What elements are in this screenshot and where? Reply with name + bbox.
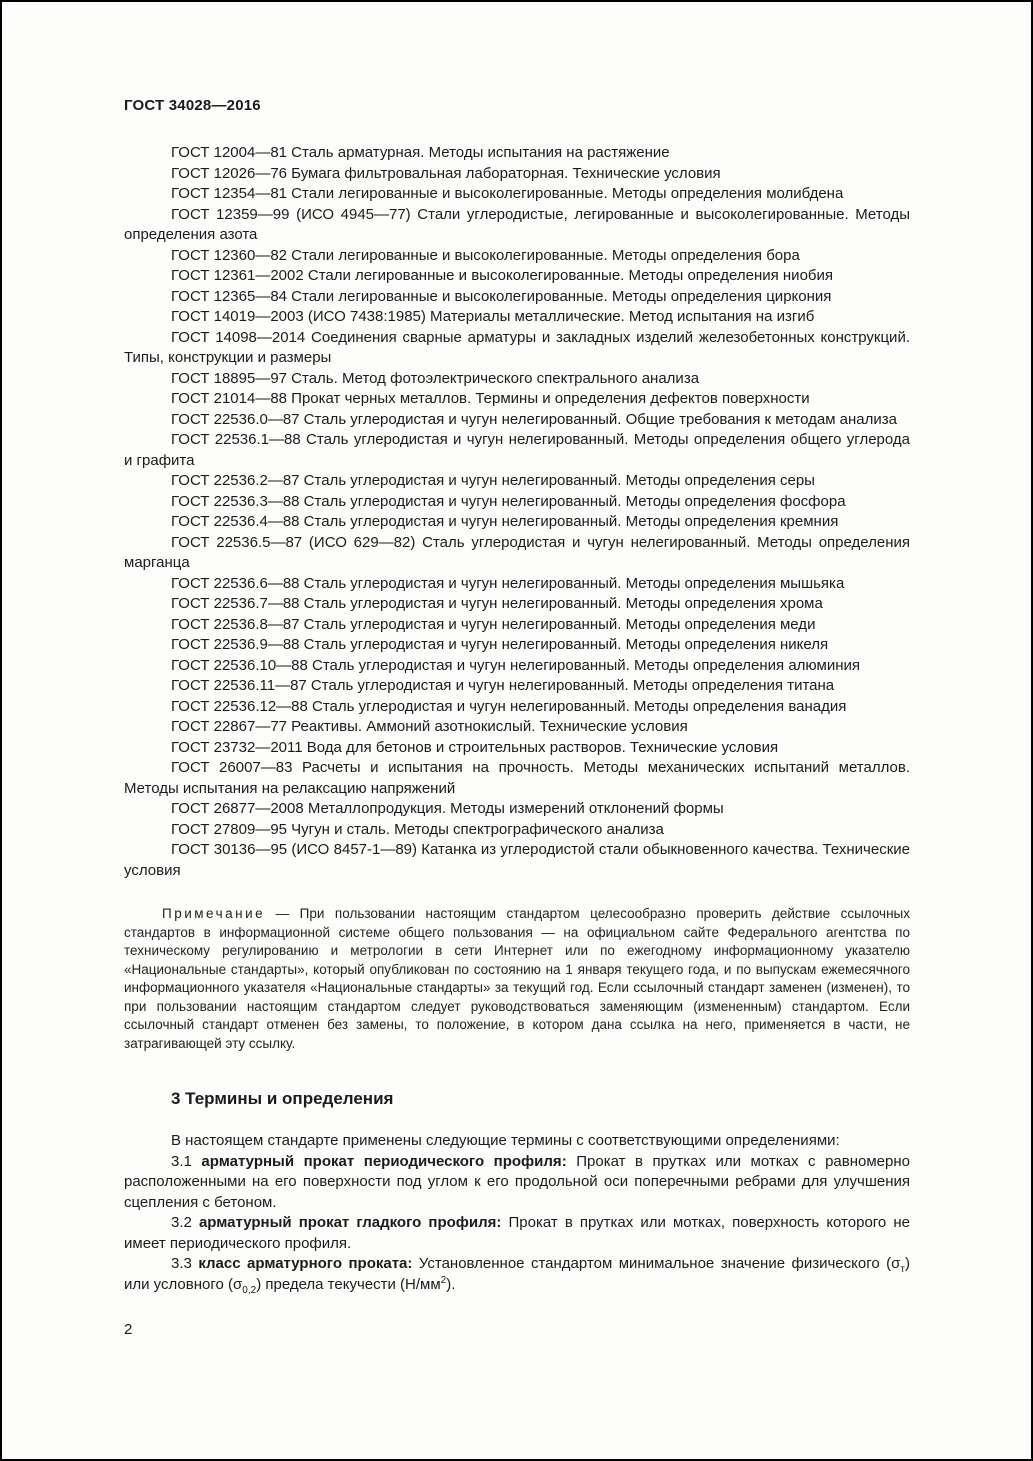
- reference-entry: ГОСТ 12354—81 Стали легированные и высоколегированные. Методы определения молибдена: [171, 185, 844, 202]
- reference-entry: ГОСТ 12360—82 Стали легированные и высоколегированные. Методы определения бора: [171, 246, 800, 264]
- note-block: [124, 905, 910, 1053]
- doc-code-header: ГОСТ 34028—2016: [124, 97, 261, 114]
- reference-entry: ГОСТ 22536.8—87 Сталь углеродистая и чугун нелегированный. Методы определения меди: [171, 615, 816, 633]
- section-intro: В настоящем стандарте применены следующие термины с соответствующими определениями:: [171, 1132, 840, 1149]
- reference-entry: ГОСТ 22536.0—87 Сталь углеродистая и чугун нелегированный. Общие требования к методам анализа: [171, 410, 897, 428]
- terms-list: [124, 1152, 910, 1296]
- reference-entry: ГОСТ 22536.6—88 Сталь углеродистая и чугун нелегированный. Методы определения мышьяка: [171, 574, 845, 592]
- reference-entry: ГОСТ 22536.3—88 Сталь углеродистая и чугун нелегированный. Методы определения фосфора: [171, 492, 846, 510]
- term-name: арматурный прокат гладкого профиля:: [198, 1214, 502, 1231]
- term-definition-segment: 0,2: [242, 1284, 257, 1296]
- references-list: [124, 143, 910, 881]
- reference-entry: ГОСТ 12365—84 Стали легированные и высоколегированные. Методы определения циркония: [171, 287, 832, 305]
- reference-entry: ГОСТ 22536.5—87 (ИСО 629—82) Сталь углеродистая и чугун нелегированный. Методы определения марганца: [124, 533, 910, 571]
- term-definition-segment: т: [900, 1264, 905, 1275]
- reference-entry: ГОСТ 22536.1—88 Сталь углеродистая и чугун нелегированный. Методы определения общего углерода и графита: [124, 431, 910, 469]
- term-definition-segment: Установленное стандартом минимальное значение физического (σ: [412, 1255, 901, 1272]
- term-definition-segment: 2: [440, 1274, 447, 1286]
- term-name: класс арматурного проката:: [198, 1255, 413, 1272]
- reference-entry: ГОСТ 12361—2002 Стали легированные и высоколегированные. Методы определения ниобия: [171, 267, 833, 284]
- term-definition-segment: ).: [446, 1275, 456, 1293]
- term-number: 3.1: [171, 1152, 202, 1170]
- term-definition-segment: Прокат в прутках или мотках, поверхность которого не имеет периодического профиля.: [124, 1214, 910, 1252]
- term-name: арматурный прокат периодического профиля:: [201, 1152, 567, 1170]
- reference-entry: ГОСТ 26877—2008 Металлопродукция. Методы измерений отклонений формы: [171, 800, 724, 817]
- term-definition-segment: ) или условного (σ: [124, 1255, 910, 1293]
- page-number: 2: [124, 1321, 133, 1338]
- note-label: Примечание: [162, 906, 266, 921]
- reference-entry: ГОСТ 18895—97 Сталь. Метод фотоэлектрического спектрального анализа: [171, 369, 700, 387]
- reference-entry: ГОСТ 21014—88 Прокат черных металлов. Термины и определения дефектов поверхности: [171, 390, 810, 407]
- reference-entry: ГОСТ 22536.11—87 Сталь углеродистая и чугун нелегированный. Методы определения титана: [171, 677, 835, 694]
- reference-entry: ГОСТ 22536.4—88 Сталь углеродистая и чугун нелегированный. Методы определения кремния: [171, 513, 839, 530]
- note-text: При пользовании настоящим стандартом целесообразно проверить действие ссылочных стандартов в информационной системе общего пользования — на официальном сайте Федерального агентства по техническому регулированию и метрологии в сети Интернет или по ежегодному информационному указателю «Национальные стандарты», который опубликован по состоянию на 1 января текущего года, и по выпускам ежемесячного информационного указателя «Национальные стандарты» за текущий год. Если ссылочный стандарт заменен (изменен), то при пользовании настоящим стандартом следует руководствоваться заменяющим (измененным) стандартом. Если ссылочный стандарт отменен без замены, то положение, в котором дана ссылка на него, применяется в части, не затрагивающей эту ссылку.: [124, 906, 910, 1051]
- term-entry: [124, 1152, 910, 1214]
- term-entry: [124, 1213, 910, 1254]
- reference-entry: ГОСТ 12004—81 Сталь арматурная. Методы испытания на растяжение: [171, 144, 670, 161]
- reference-entry: ГОСТ 22536.2—87 Сталь углеродистая и чугун нелегированный. Методы определения серы: [171, 472, 815, 489]
- reference-entry: ГОСТ 30136—95 (ИСО 8457-1—89) Катанка из углеродистой стали обыкновенного качества. Технические условия: [124, 841, 910, 879]
- reference-entry: ГОСТ 22867—77 Реактивы. Аммоний азотнокислый. Технические условия: [171, 718, 688, 735]
- term-definition-segment: Прокат в прутках или мотках с равномерно расположенными на его поверхности под углом к его продольной оси поперечными ребрами для улучшения сцепления с бетоном.: [124, 1152, 910, 1211]
- reference-entry: ГОСТ 14098—2014 Соединения сварные арматуры и закладных изделий железобетонных конструкций. Типы, конструкции и размеры: [124, 328, 910, 366]
- reference-entry: ГОСТ 12026—76 Бумага фильтровальная лабораторная. Технические условия: [171, 164, 721, 182]
- term-entry: [124, 1254, 910, 1295]
- reference-entry: ГОСТ 14019—2003 (ИСО 7438:1985) Материалы металлические. Метод испытания на изгиб: [171, 308, 815, 325]
- note-separator: —: [265, 906, 300, 921]
- reference-entry: ГОСТ 22536.12—88 Сталь углеродистая и чугун нелегированный. Методы определения ванадия: [171, 697, 847, 715]
- term-number: 3.3: [171, 1255, 199, 1272]
- term-number: 3.2: [171, 1214, 199, 1231]
- section-heading: 3 Термины и определения: [171, 1089, 394, 1108]
- note-paragraph: [124, 905, 910, 1053]
- reference-entry: ГОСТ 22536.7—88 Сталь углеродистая и чугун нелегированный. Методы определения хрома: [171, 595, 823, 612]
- term-definition-segment: ) предела текучести (Н/мм: [256, 1275, 441, 1293]
- reference-entry: ГОСТ 27809—95 Чугун и сталь. Методы спектрографического анализа: [171, 820, 664, 838]
- reference-entry: ГОСТ 22536.9—88 Сталь углеродистая и чугун нелегированный. Методы определения никеля: [171, 636, 829, 653]
- reference-entry: ГОСТ 22536.10—88 Сталь углеродистая и чугун нелегированный. Методы определения алюминия: [171, 656, 860, 674]
- reference-entry: ГОСТ 26007—83 Расчеты и испытания на прочность. Методы механических испытаний металлов. Методы испытания на релаксацию напряжений: [124, 759, 910, 797]
- reference-entry: ГОСТ 12359—99 (ИСО 4945—77) Стали углеродистые, легированные и высоколегированные. Методы определения азота: [124, 205, 910, 243]
- reference-entry: ГОСТ 23732—2011 Вода для бетонов и строительных растворов. Технические условия: [171, 738, 779, 756]
